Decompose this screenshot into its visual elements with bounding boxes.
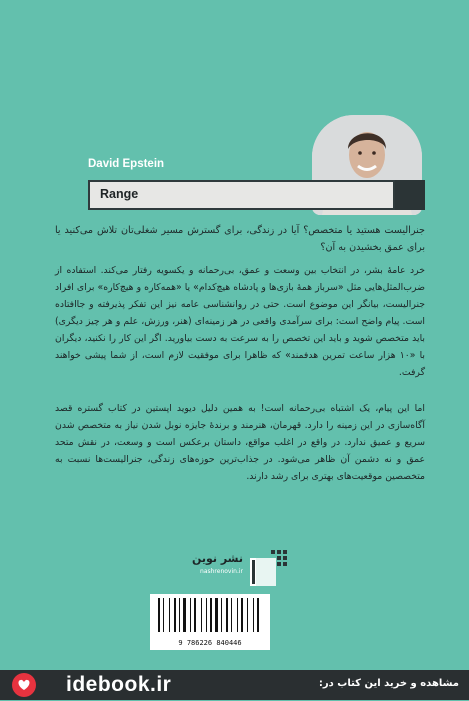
intro-paragraph: جنرالیست هستید یا متخصص؟ آیا در زندگی، برای گسترش مسیر شغلی‌تان تلاش می‌کنید یا برای عمق بخشیدن به آن؟ [55,225,425,253]
footer-strip [0,670,469,700]
brand-name[interactable]: idebook.ir [66,673,172,696]
footer-text: مشاهده و خرید این کتاب در: [318,678,459,689]
publisher-logo-icon [248,546,290,588]
title-bar [88,180,395,210]
publisher-url: nashrenovin.ir [200,568,243,575]
publisher-name: نشر نوین [191,552,243,565]
barcode-number: 9 786226 840446 [178,639,242,647]
body-paragraph-1: خرد عامهٔ بشر، در انتخاب بین وسعت و عمق، بی‌رحمانه و یکسویه رفتار می‌کند. استفاده از ضرب‌المثل‌هایی مثل «سرباز همهٔ بازی‌ها و پادشاه هیچ‌کدام» یا «همه‌کاره و هیچ‌کاره» برای افراد جنرالیست، بیانگر این موضوع است. حتی در روانشناسی عامه نیز این تفکر پذیرفته و جاافتاده است. پیام واضح است: برای سرآمدی واقعی در هر زمینه‌ای (هنر، ورزش، علم و هر چیز دیگری) باید متخصص شوید و باید این تخصص را به سرعت به دست بیاورید. اگر این کار را نکنید، دیگران با «۱۰ هزار ساعت تمرین هدفمند» که ظاهرا برای موفقیت لازم است، از شما پیشی خواهند گرفت. [55,265,425,378]
book-title: Range [100,187,139,201]
title-accent-block [395,180,425,210]
brand-icon [12,673,36,697]
barcode-bars-icon [150,594,270,636]
body-paragraph-2: اما این پیام، یک اشتباه بی‌رحمانه است! به همین دلیل دیوید اپستین در کتاب گستره قصد آگاه‌سازی در این زمینه را دارد. قهرمان، هنرمند و برندهٔ جایزه نوبل شدن نیاز به متخصص شدن سریع و عمیق ندارد. در واقع در اغلب مواقع، داستان برعکس است و وسعت، در نقش متحد عمق و نه دشمن آن ظاهر می‌شود. در جذاب‌ترین حوزه‌های زندگی، جنرالیست‌ها نسبت به متخصصین موقعیت‌های بهتری برای رشد دارند. [55,403,425,482]
author-name: David Epstein [88,158,165,170]
barcode [150,594,270,650]
